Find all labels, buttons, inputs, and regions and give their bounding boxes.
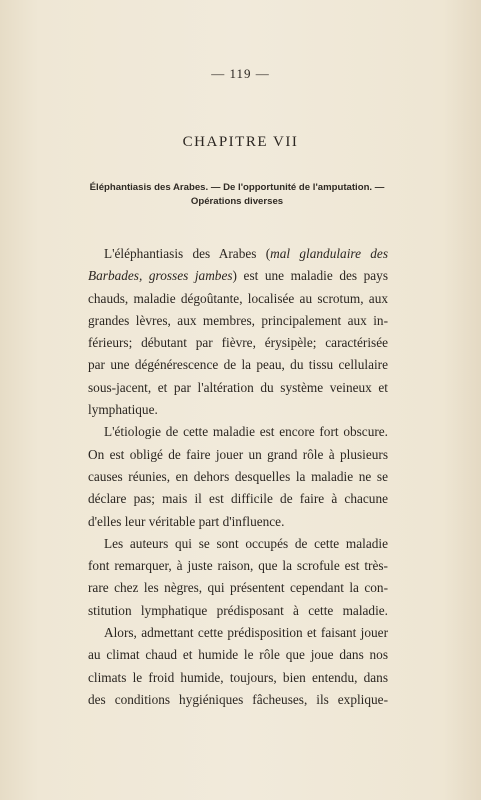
text-line: au climat chaud et humide le rôle que joue dans nos [88, 647, 388, 663]
text-line: Les auteurs qui se sont occupés de cette maladie [104, 535, 388, 551]
italic-text: Barbades, grosses jambes [88, 268, 233, 284]
text-line: déclare pas; mais il est difficile de faire à chacune [88, 491, 388, 507]
italic-text: mal glandulaire des [270, 246, 388, 261]
subtitle-line: Éléphantiasis des Arabes. — De l'opportunité de l'amputation. — [89, 182, 385, 193]
text-line: chauds, maladie dégoûtante, localisée au scrotum, aux [88, 290, 388, 306]
text-line: L'étiologie de cette maladie est encore fort obscure. [104, 424, 388, 440]
text-line: d'elles leur véritable part d'influence. [88, 513, 285, 529]
text-line: Alors, admettant cette prédisposition et faisant jouer [104, 625, 388, 641]
text-segment: L'éléphantiasis des Arabes ( [104, 246, 271, 261]
text-line: férieurs; débutant par fièvre, érysipèle; caractérisée [88, 335, 388, 351]
text-line: sous-jacent, et par l'altération du système veineux et [88, 379, 388, 395]
text-line: rare chez les nègres, qui présentent cependant la con- [88, 580, 388, 596]
text-line: grandes lèvres, aux membres, principalement aux in- [88, 312, 388, 328]
subtitle-line: Opérations diverses [190, 196, 284, 207]
text-line [88, 265, 388, 287]
text-line: On est obligé de faire jouer un grand rôle à plusieurs [88, 446, 388, 462]
text-line: causes réunies, en dehors desquelles la maladie ne se [88, 468, 388, 484]
text-line: climats le froid humide, toujours, bien entendu, dans [88, 669, 388, 685]
chapter-title: CHAPITRE VII [182, 134, 299, 150]
chapter-subtitle [78, 181, 396, 209]
text-line: des conditions hygiéniques fâcheuses, ils explique- [88, 691, 388, 707]
text-line: lymphatique. [88, 402, 158, 418]
page-number: — 119 — [211, 66, 270, 81]
body-text [88, 243, 388, 711]
text-line: font remarquer, à juste raison, que la scrofule est très- [88, 558, 388, 574]
text-segment: ) est une maladie des pays [232, 268, 389, 284]
text-line [88, 243, 388, 265]
text-line: par une dégénérescence de la peau, du tissu cellulaire [88, 357, 388, 373]
text-line: stitution lymphatique prédisposant à cette maladie. [88, 602, 388, 618]
